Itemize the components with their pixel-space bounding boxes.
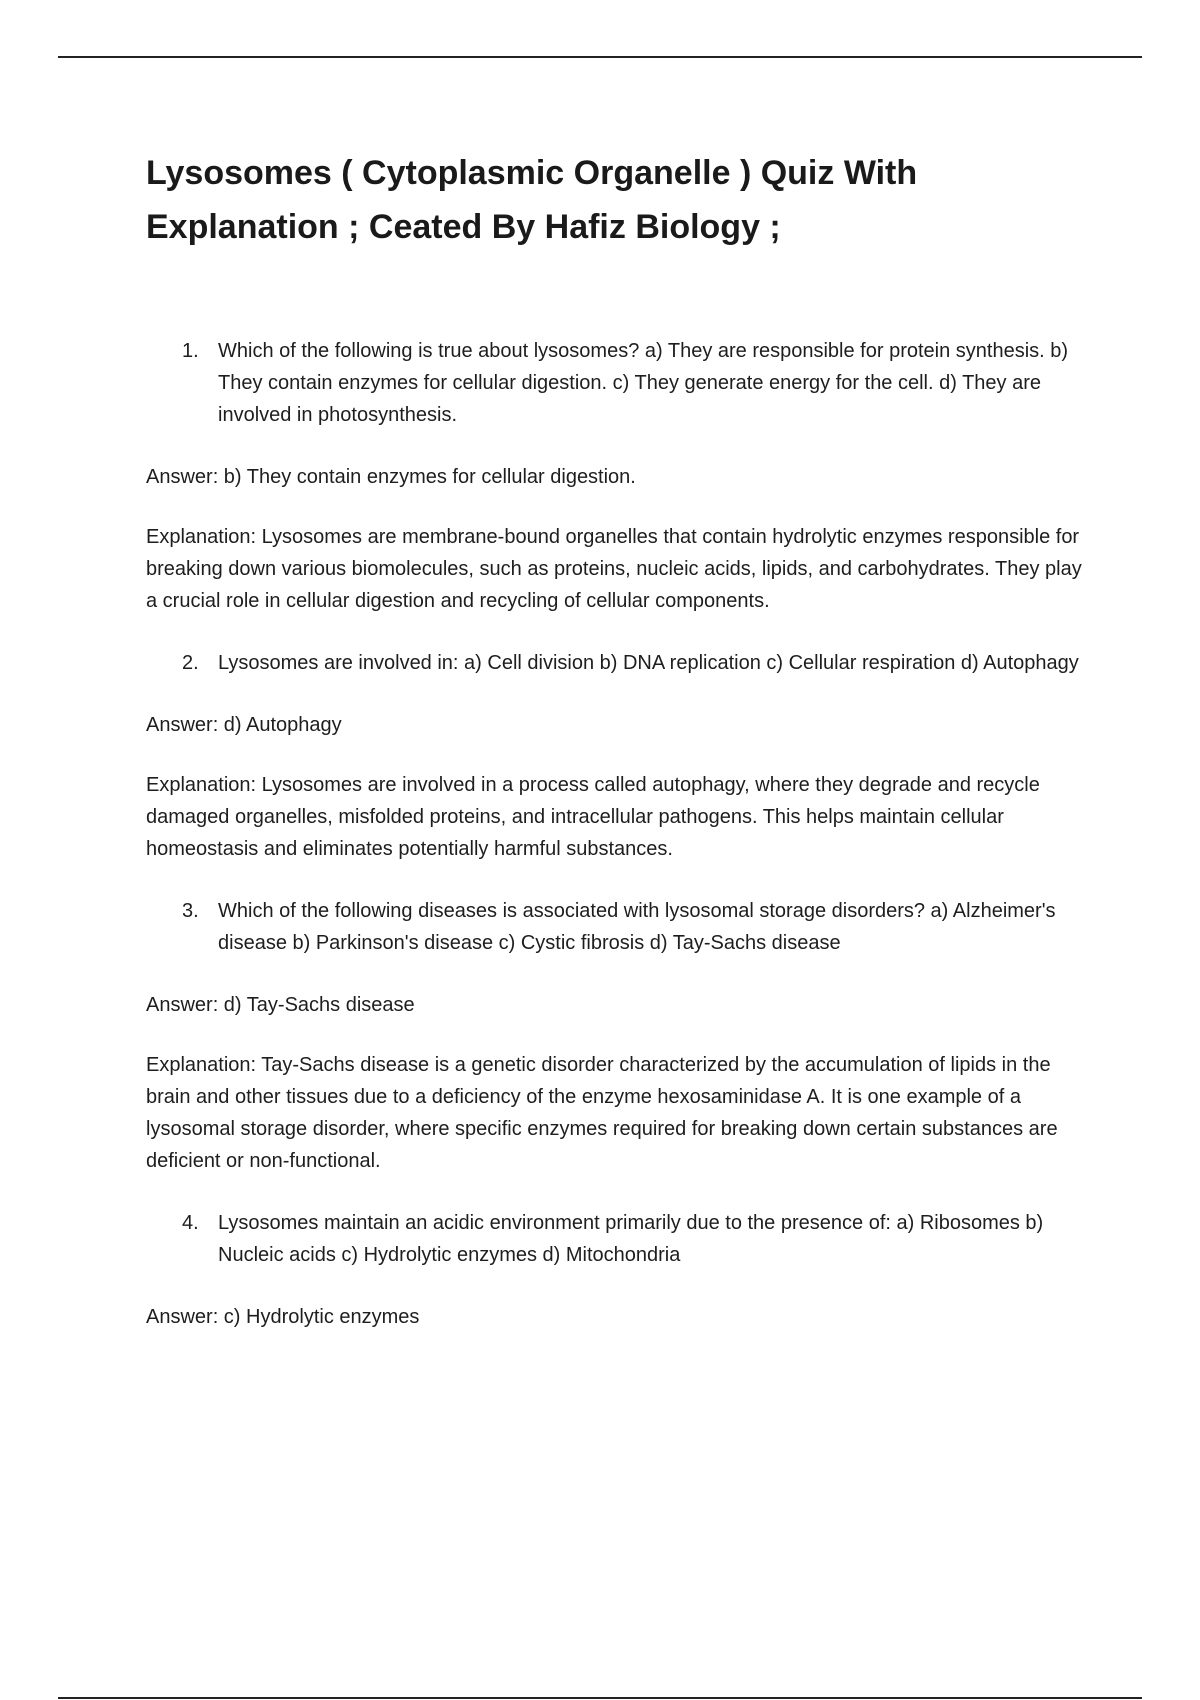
explanation-2: Explanation: Lysosomes are involved in a process called autophagy, where they degrade and recycle damaged organelles, misfolded proteins, and intracellular pathogens. This helps maintain cellular homeostasis and eliminates potentially harmful substances. (146, 774, 1040, 860)
question-number: 2. (182, 652, 199, 674)
answer-4: Answer: c) Hydrolytic enzymes (146, 1306, 420, 1328)
question-number: 3. (182, 900, 199, 922)
question-4 (146, 1207, 1086, 1271)
answer-2: Answer: d) Autophagy (146, 714, 342, 736)
question-number: 1. (182, 340, 199, 362)
question-text: Lysosomes maintain an acidic environment primarily due to the presence of: a) Ribosomes b) Nucleic acids c) Hydrolytic enzymes d) Mitochondria (218, 1212, 1044, 1266)
answer-3: Answer: d) Tay-Sachs disease (146, 994, 415, 1016)
question-2 (146, 647, 1086, 679)
explanation-1: Explanation: Lysosomes are membrane-bound organelles that contain hydrolytic enzymes responsible for breaking down various biomolecules, such as proteins, nucleic acids, lipids, and carbohydrates. They play a crucial role in cellular digestion and recycling of cellular components. (146, 526, 1082, 612)
question-number: 4. (182, 1212, 199, 1234)
explanation-3: Explanation: Tay-Sachs disease is a genetic disorder characterized by the accumulation of lipids in the brain and other tissues due to a deficiency of the enzyme hexosaminidase A. It is one example of a lysosomal storage disorder, where specific enzymes required for breaking down certain substances are deficient or non-functional. (146, 1054, 1058, 1172)
question-text: Which of the following is true about lysosomes? a) They are responsible for protein synthesis. b) They contain enzymes for cellular digestion. c) They generate energy for the cell. d) They are involved in photosynthesis. (218, 340, 1069, 426)
question-text: Lysosomes are involved in: a) Cell division b) DNA replication c) Cellular respiration d) Autophagy (218, 652, 1079, 674)
document-title: Lysosomes ( Cytoplasmic Organelle ) Quiz With Explanation ; Ceated By Hafiz Biology ; (146, 154, 918, 246)
question-text: Which of the following diseases is associated with lysosomal storage disorders? a) Alzheimer's disease b) Parkinson's disease c) Cystic fibrosis d) Tay-Sachs disease (218, 900, 1056, 954)
bottom-rule (58, 1697, 1142, 1699)
question-3 (146, 895, 1086, 959)
question-1 (146, 335, 1086, 431)
quiz-content (146, 335, 1086, 1361)
top-rule (58, 56, 1142, 58)
answer-1: Answer: b) They contain enzymes for cellular digestion. (146, 466, 636, 488)
